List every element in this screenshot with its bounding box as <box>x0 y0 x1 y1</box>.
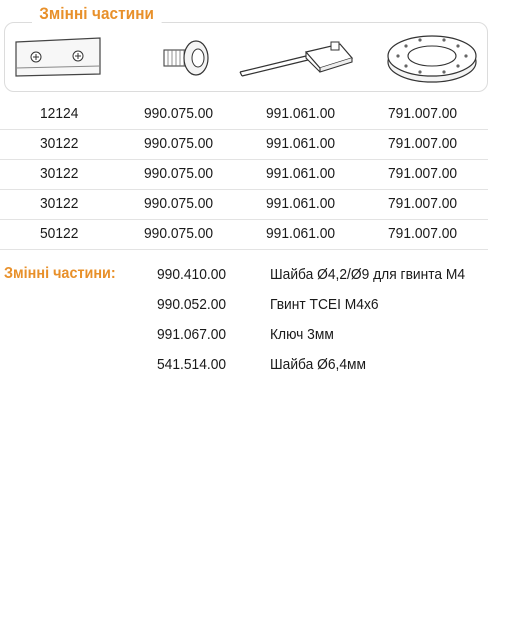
table-cell: 791.007.00 <box>388 195 458 212</box>
parts-table <box>0 100 488 250</box>
table-cell: 990.075.00 <box>144 195 214 212</box>
key-icon <box>236 38 358 78</box>
table-cell: 791.007.00 <box>388 225 458 242</box>
washer-icon <box>384 34 480 86</box>
screw-icon <box>158 38 214 80</box>
table-cell: 991.061.00 <box>266 225 336 242</box>
spare-part-desc: Ключ 3мм <box>270 326 334 343</box>
table-row <box>0 130 488 160</box>
table-row <box>0 190 488 220</box>
table-cell: 991.061.00 <box>266 165 336 182</box>
table-cell: 990.075.00 <box>144 165 214 182</box>
spare-part-desc: Шайба Ø6,4мм <box>270 356 367 373</box>
table-cell: 791.007.00 <box>388 105 458 122</box>
table-cell: 791.007.00 <box>388 165 458 182</box>
spare-part-code: 990.410.00 <box>157 266 227 283</box>
table-cell: 991.061.00 <box>266 195 336 212</box>
table-cell: 990.075.00 <box>144 135 214 152</box>
table-cell: 12124 <box>40 105 79 122</box>
panel-title: Змінні частини <box>32 4 161 24</box>
table-row <box>0 220 488 250</box>
table-cell: 990.075.00 <box>144 225 214 242</box>
table-cell: 30122 <box>40 165 79 182</box>
table-cell: 991.061.00 <box>266 105 336 122</box>
spare-part-code: 990.052.00 <box>157 296 227 313</box>
spare-part-code: 991.067.00 <box>157 326 227 343</box>
table-row <box>0 160 488 190</box>
spare-parts-label: Змінні частини: <box>4 265 116 282</box>
blade-icon <box>10 36 106 78</box>
table-cell: 30122 <box>40 195 79 212</box>
table-cell: 30122 <box>40 135 79 152</box>
spare-part-desc: Шайба Ø4,2/Ø9 для гвинта M4 <box>270 266 466 283</box>
table-cell: 50122 <box>40 225 79 242</box>
spare-part-desc: Гвинт TCEI M4x6 <box>270 296 379 313</box>
table-row <box>0 100 488 130</box>
table-cell: 990.075.00 <box>144 105 214 122</box>
table-cell: 991.061.00 <box>266 135 336 152</box>
spare-part-code: 541.514.00 <box>157 356 227 373</box>
table-cell: 791.007.00 <box>388 135 458 152</box>
